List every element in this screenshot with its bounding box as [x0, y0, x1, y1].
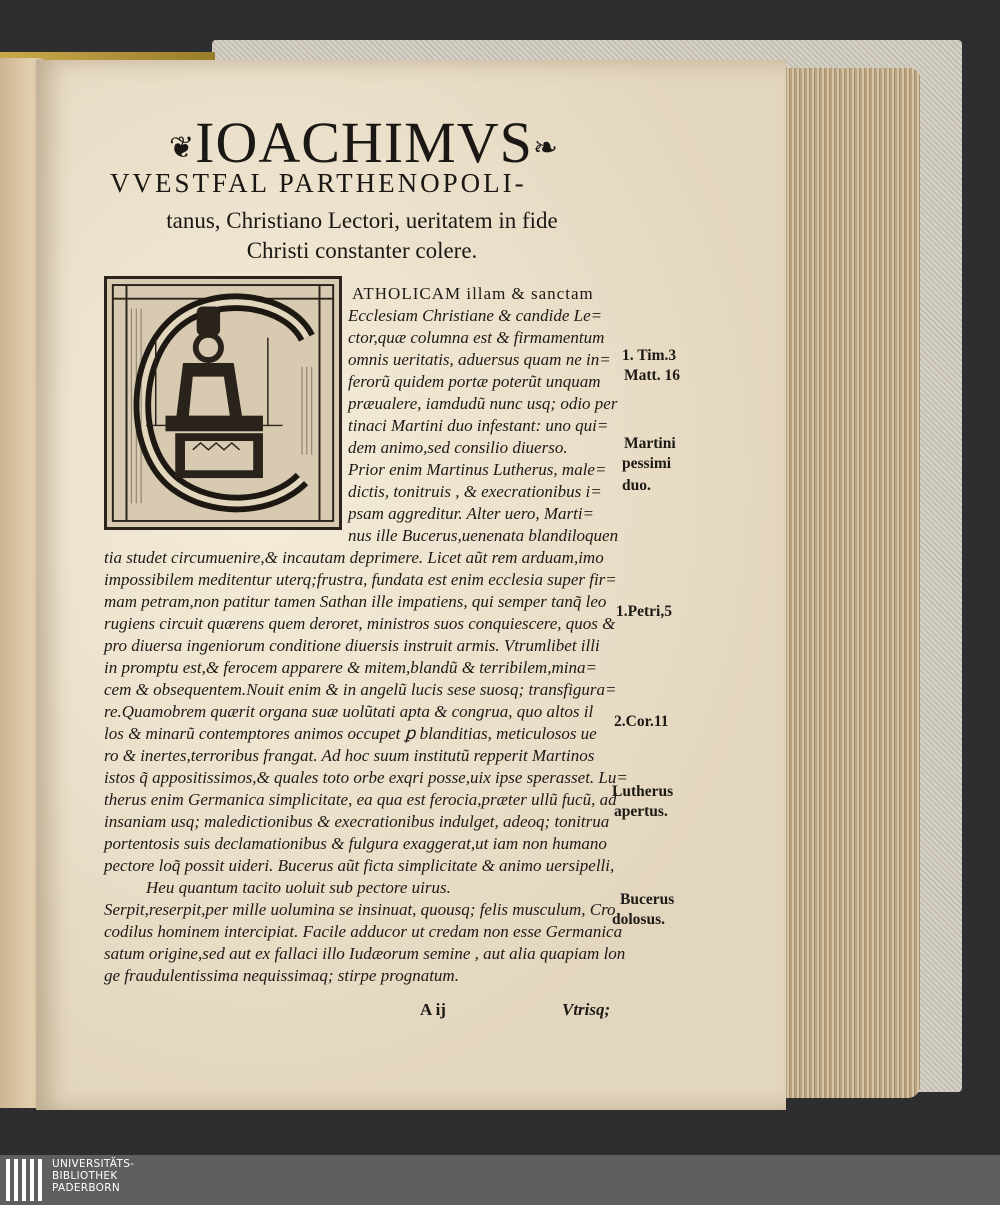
signature-mark: A ij — [420, 1000, 446, 1019]
body-line: Prior enim Martinus Lutherus, male= — [348, 460, 607, 479]
library-name — [52, 1158, 134, 1194]
body-line: ctor,quæ columna est & firmamentum — [348, 328, 605, 347]
woodcut-illustration — [107, 279, 339, 527]
body-line: mam petram,non patitur tamen Sathan ille impatiens, qui semper tanq̃ leo — [104, 592, 607, 611]
margin-note: Martini — [624, 435, 676, 452]
fleuron-right-icon: ❧ — [532, 131, 559, 165]
catchword: Vtrisq; — [562, 1000, 611, 1019]
body-line: istos q̃ appositissimos,& quales toto orbe exqri posse,uix ipse sperasset. Lu= — [104, 768, 628, 787]
body-line: pro diuersa ingeniorum conditione diuersis instruit armis. Vtrumlibet illi — [104, 636, 600, 655]
body-line: portentosis suis declamationibus & fulgura exaggerat,ut iam non humano — [104, 834, 607, 853]
margin-note: pessimi — [622, 455, 672, 472]
body-line: tinaci Martini duo infestant: uno qui= — [348, 416, 609, 435]
margin-note: duo. — [622, 477, 651, 494]
body-line: therus enim Germanica simplicitate, ea qua est ferocia,præter ullũ fucũ, ad — [104, 790, 617, 809]
body-line: satum origine,sed aut ex fallaci illo Iudæorum semine , aut alia quapiam lon — [104, 944, 626, 963]
body-line: dictis, tonitruis , & execrationibus i= — [348, 482, 602, 501]
margin-note: 1.Petri,5 — [616, 603, 672, 620]
margin-note: 2.Cor.11 — [614, 713, 669, 730]
library-logo-icon — [6, 1159, 46, 1201]
margin-note: Bucerus — [620, 891, 675, 908]
body-line: re.Quamobrem quærit organa suæ uolũtati apta & congrua, quo altos il — [104, 702, 594, 721]
body-line: impossibilem meditentur uterq;frustra, fundata est enim ecclesia super fir= — [104, 570, 617, 589]
body-line: ferorũ quidem portæ poterũt unquam — [348, 372, 601, 391]
subtitle-line-1: VVESTFAL PARTHENOPOLI- — [110, 168, 527, 198]
body-line: insaniam usq; maledictionibus & execrationibus indulget, adeoq; tonitrua — [104, 812, 610, 831]
body-line: codilus hominem intercipiat. Facile adducor ut credam non esse Germanica — [104, 922, 623, 941]
body-line: rugiens circuit quærens quem deroret, ministros suos conquiescere, quos & — [104, 614, 616, 633]
headline-text: IOACHIMVS — [195, 110, 533, 175]
subtitle-line-2 — [112, 206, 612, 266]
body-line: dem animo,sed consilio diuerso. — [348, 438, 568, 457]
body-line-verse: Heu quantum tacito uoluit sub pectore uirus. — [146, 878, 451, 897]
body-line: Serpit,reserpit,per mille uolumina se insinuat, quousq; felis musculum, Cro — [104, 900, 616, 919]
body-line: tia studet circumuenire,& incautam deprimere. Licet aũt rem arduam,imo — [104, 548, 604, 567]
library-line-2: BIBLIOTHEK — [52, 1170, 118, 1182]
subtitle-line-3-text: Christi constanter colere. — [246, 238, 478, 263]
margin-note: 1. Tim.3 — [622, 347, 677, 364]
body-line: ge fraudulentissima nequissimaq; stirpe prognatum. — [104, 966, 459, 985]
margin-note: Matt. 16 — [624, 367, 680, 384]
subtitle-line-2-text: tanus, Christiano Lectori, ueritatem in fide — [166, 208, 558, 233]
fleuron-left-icon: ❦ — [169, 131, 196, 165]
body-line: ro & inertes,terroribus frangat. Ad hoc suum institutũ repperit Martinos — [104, 746, 595, 765]
body-line: cem & obsequentem.Nouit enim & in angelũ lucis sese suosq; transfigura= — [104, 680, 617, 699]
footer-band — [0, 1155, 1000, 1205]
body-line: ATHOLICAM illam & sanctam — [352, 284, 594, 303]
body-line: Ecclesiam Christiane & candide Le= — [348, 306, 603, 325]
body-line: los & minarũ contemptores animos occupet ꝑ blanditias, meticulosos ue — [104, 724, 597, 743]
body-line: omnis ueritatis, aduersus quam ne in= — [348, 350, 611, 369]
page-fore-edge — [780, 68, 920, 1098]
body-line: nus ille Bucerus,uenenata blandiloquen — [348, 526, 619, 545]
margin-note: dolosus. — [612, 911, 665, 928]
body-line: pectore loq̃ possit uideri. Bucerus aũt ficta simplicitate & animo uersipelli, — [104, 856, 615, 875]
library-line-3: PADERBORN — [52, 1182, 120, 1194]
margin-note: apertus. — [614, 803, 668, 820]
body-line: psam aggreditur. Alter uero, Marti= — [348, 504, 595, 523]
library-line-1: UNIVERSITÄTS- — [52, 1158, 135, 1170]
body-line: in promptu est,& ferocem apparere & mitem,blandũ & terribilem,mina= — [104, 658, 597, 677]
decorated-initial-c — [104, 276, 342, 530]
body-line: præualere, iamdudũ nunc usq; odio per — [348, 394, 618, 413]
margin-note: Lutherus — [612, 783, 674, 800]
